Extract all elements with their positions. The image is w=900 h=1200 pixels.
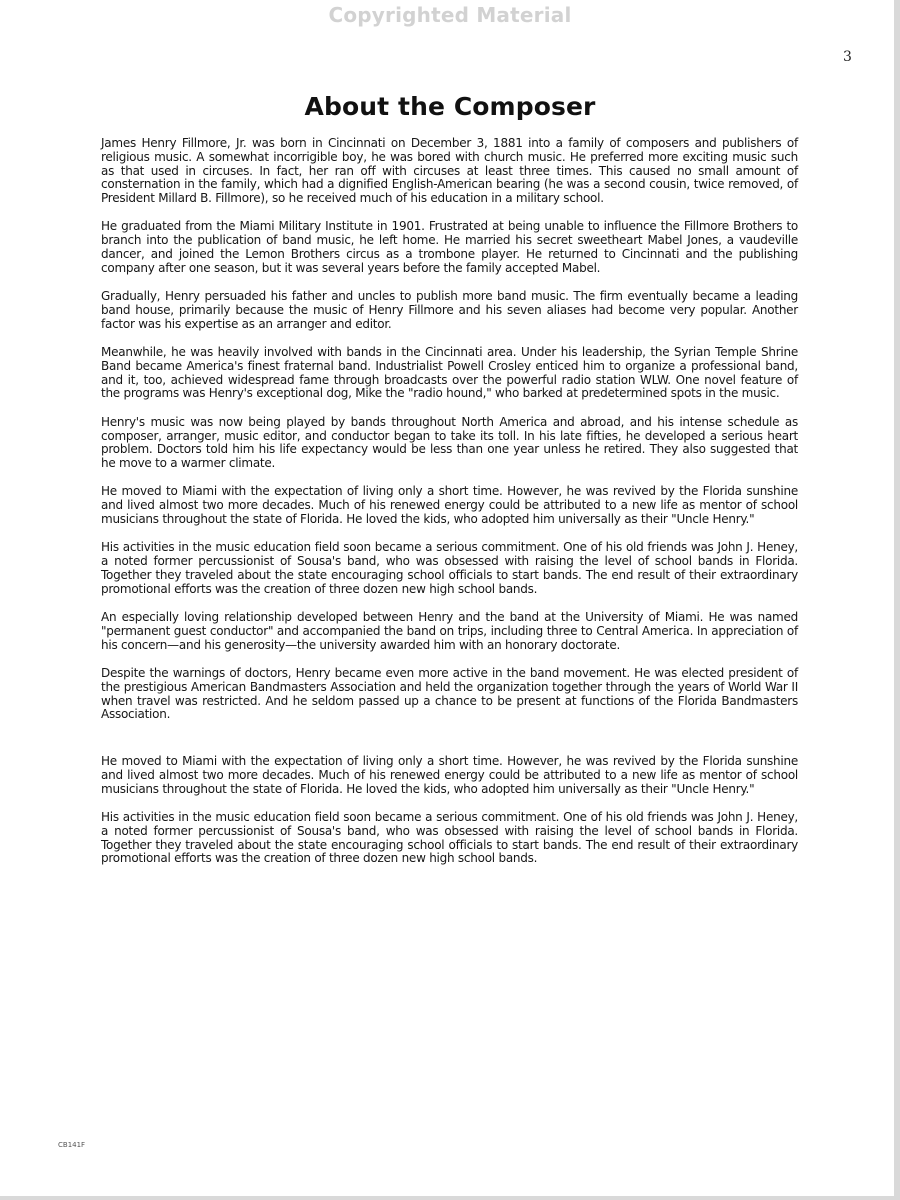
page-number: 3 bbox=[843, 49, 852, 65]
body-text bbox=[101, 137, 798, 881]
paragraph-6: He moved to Miami with the expectation of living only a short time. However, he was revived by the Florida sunshine and lived almost two more decades. Much of his renewed energy could be attributed to a new life as mentor of school musicians throughout the state of Florida. He loved the kids, who adopted him universally as their "Uncle Henry." bbox=[101, 484, 798, 527]
paragraph-4: Meanwhile, he was heavily involved with bands in the Cincinnati area. Under his leadership, the Syrian Temple Shrine Band became America's finest fraternal band. Industrialist Powell Crosley enticed him to organize a professional band, and it, too, achieved widespread fame through broadcasts over the powerful radio station WLW. One novel feature of the programs was Henry's exceptional dog, Mike the "radio hound," who barked at predetermined spots in the music. bbox=[101, 345, 798, 401]
paragraph-3: Gradually, Henry persuaded his father and uncles to publish more band music. The firm eventually became a leading band house, primarily because the music of Henry Fillmore and his seven aliases had become very popular. Another factor was his expertise as an arranger and editor. bbox=[101, 289, 798, 331]
paragraph-7: His activities in the music education field soon became a serious commitment. One of his old friends was John J. Heney, a noted former percussionist of Sousa's band, who was obsessed with raising the level of school bands in Florida. Together they traveled about the state encouraging school officials to start bands. The end result of their extraordinary promotional efforts was the creation of three dozen new high school bands. bbox=[101, 540, 798, 596]
catalog-code: CB141F bbox=[58, 1141, 86, 1149]
paragraph-1: James Henry Fillmore, Jr. was born in Cincinnati on December 3, 1881 into a family of composers and publishers of religious music. A somewhat incorrigible boy, he was bored with church music. He preferred more exciting music such as that used in circuses. In fact, her ran off with circuses at least three times. This caused no small amount of consternation in the family, which had a dignified English-American bearing (he was a second cousin, twice removed, of President Millard B. Fillmore), so he received much of his education in a military school. bbox=[101, 136, 798, 206]
page-edge-bottom bbox=[0, 1196, 900, 1200]
paragraph-10: He moved to Miami with the expectation of living only a short time. However, he was revived by the Florida sunshine and lived almost two more decades. Much of his renewed energy could be attributed to a new life as mentor of school musicians throughout the state of Florida. He loved the kids, who adopted him universally as their "Uncle Henry." bbox=[101, 754, 798, 796]
paragraph-9: Despite the warnings of doctors, Henry became even more active in the band movement. He was elected president of the prestigious American Bandmasters Association and held the organization together through the years of World War II when travel was restricted. And he seldom passed up a chance to be present at functions of the Florida Bandmasters Association. bbox=[101, 665, 798, 722]
paragraph-8: An especially loving relationship developed between Henry and the band at the University of Miami. He was named "permanent guest conductor" and accompanied the band on trips, including three to Central America. In appreciation of his concern—and his generosity—the university awarded him with an honorary doctorate. bbox=[101, 610, 798, 652]
paragraph-2: He graduated from the Miami Military Institute in 1901. Frustrated at being unable to influence the Fillmore Brothers to branch into the publication of band music, he left home. He married his secret sweetheart Mabel Jones, a vaudeville dancer, and joined the Lemon Brothers circus as a trombone player. He returned to Cincinnati and the publishing company after one season, but it was several years before the family accepted Mabel. bbox=[101, 219, 798, 275]
page-title: About the Composer bbox=[304, 92, 596, 121]
paragraph-5: Henry's music was now being played by bands throughout North America and abroad, and his intense schedule as composer, arranger, music editor, and conductor began to take its toll. In his late fifties, he developed a serious heart problem. Doctors told him his life expectancy would be less than one year unless he retired. They also suggested that he move to a warmer climate. bbox=[101, 414, 798, 471]
page-edge-right bbox=[894, 0, 900, 1200]
paragraph-11: His activities in the music education field soon became a serious commitment. One of his old friends was John J. Heney, a noted former percussionist of Sousa's band, who was obsessed with raising the level of school bands in Florida. Together they traveled about the state encouraging school officials to start bands. The end result of their extraordinary promotional efforts was the creation of three dozen new high school bands. bbox=[101, 809, 798, 866]
copyright-watermark: Copyrighted Material bbox=[328, 3, 572, 27]
